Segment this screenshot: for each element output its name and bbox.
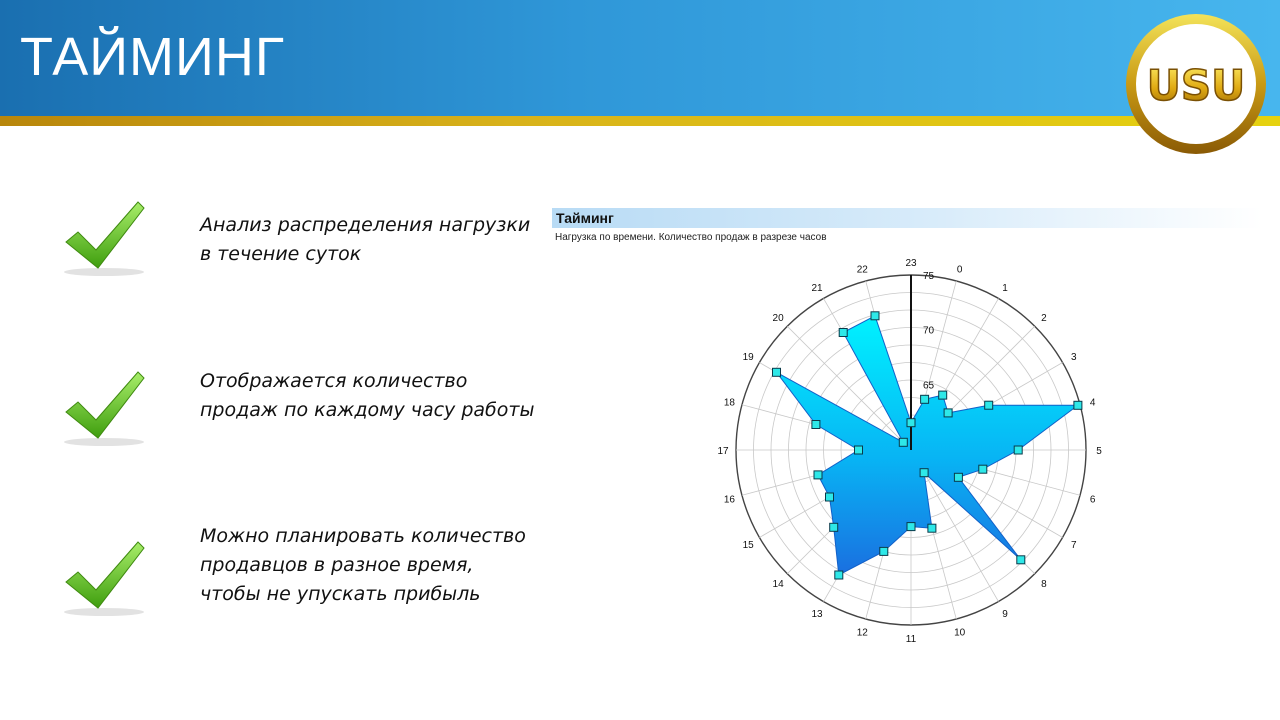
radar-category-label: 15 [742,540,754,551]
radar-data-point [979,465,987,473]
radar-category-label: 3 [1071,352,1077,363]
logo-text: USU [1146,61,1246,110]
radar-data-point [907,419,915,427]
radar-category-label: 1 [1002,283,1008,295]
usu-logo [1124,12,1268,156]
chart-subtitle: Нагрузка по времени. Количество продаж в разрезе часов [555,232,827,243]
radar-data-point [814,471,822,479]
radar-category-label: 19 [742,352,754,363]
radar-data-point [928,524,936,532]
bullet-text-3: Можно планировать количество продавцов в разное время, чтобы не упускать прибыль [200,525,526,605]
radar-data-point [839,329,847,337]
chart-panel [552,208,1262,648]
radar-data-point [826,493,834,501]
radar-category-label: 16 [723,494,735,506]
radar-data-point [1017,556,1025,564]
radar-chart [552,208,1262,648]
radar-category-label: 21 [811,283,823,295]
radar-data-point [899,438,907,446]
radar-data-point [880,547,888,555]
radar-category-label: 23 [905,258,917,269]
radar-category-label: 13 [811,608,823,620]
radar-category-label: 22 [856,264,868,276]
chart-title: Тайминг [556,210,614,226]
radar-category-label: 12 [856,627,868,639]
radar-category-label: 2 [1041,313,1047,325]
radar-data-point [944,409,952,417]
radar-category-label: 0 [956,264,963,276]
radar-data-point [939,391,947,399]
check-icon [56,198,152,278]
radar-data-point [773,368,781,376]
header-stripe [0,116,1280,126]
radar-data-point [871,312,879,320]
radar-data-point [985,401,993,409]
radar-data-point [1014,446,1022,454]
radar-radial-tick-label: 75 [923,271,935,282]
radar-data-point [921,395,929,403]
radar-category-label: 9 [1002,608,1008,620]
radar-data-point [830,523,838,531]
page-title: ТАЙМИНГ [20,27,286,87]
radar-category-label: 5 [1096,446,1102,457]
radar-category-label: 8 [1041,578,1047,590]
radar-category-label: 14 [772,578,784,590]
radar-data-point [907,523,915,531]
radar-category-label: 4 [1089,397,1096,409]
radar-data-point [920,469,928,477]
radar-radial-tick-label: 65 [923,380,935,392]
radar-category-label: 20 [772,313,784,325]
radar-data-point [835,571,843,579]
radar-category-label: 17 [717,446,729,457]
check-icon [56,538,152,618]
radar-data-point [1074,401,1082,409]
radar-radial-tick-label: 70 [923,325,935,337]
radar-data-point [954,473,962,481]
radar-category-label: 10 [954,627,966,639]
bullet-text-1: Анализ распределения нагрузки в течение суток [200,214,531,265]
radar-category-label: 18 [723,397,735,409]
radar-data-point [812,421,820,429]
bullet-text-2: Отображается количество продаж по каждому часу работы [200,370,535,421]
radar-category-label: 6 [1089,494,1096,506]
radar-category-label: 7 [1071,540,1077,551]
radar-data-point [855,446,863,454]
radar-category-label: 11 [905,634,917,645]
check-icon [56,368,152,448]
